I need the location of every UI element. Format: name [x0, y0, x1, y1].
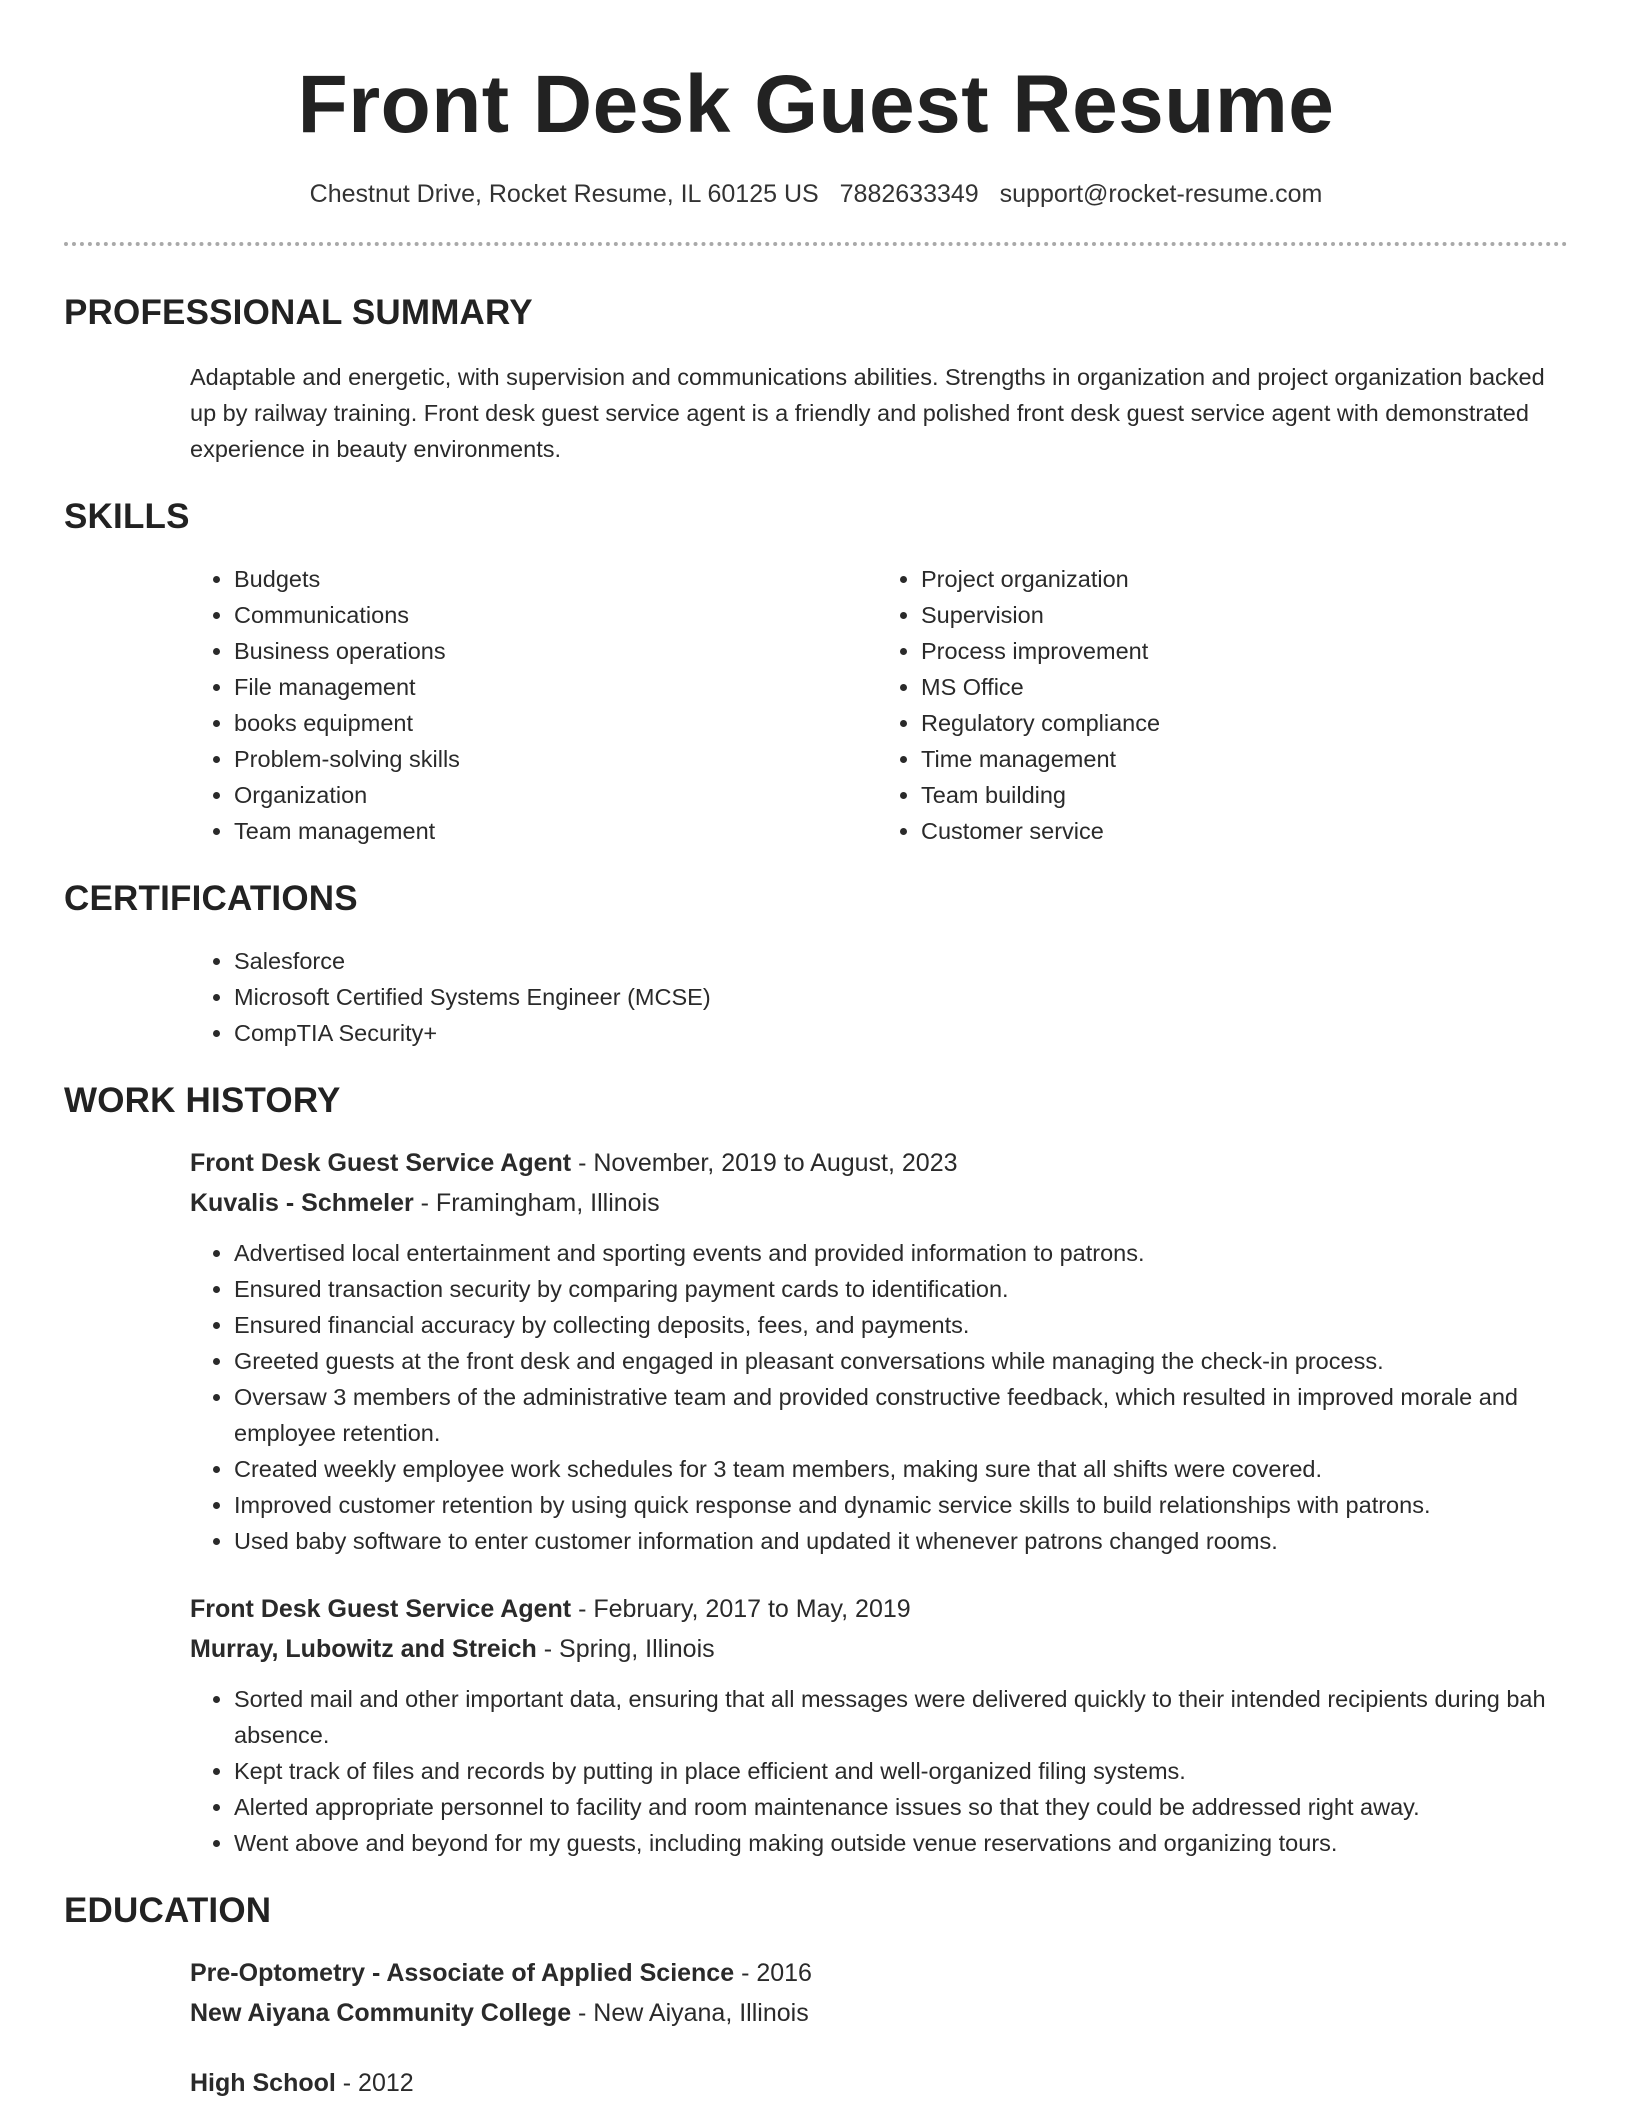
job-bullet: • Ensured financial accuracy by collecting deposits, fees, and payments.	[234, 1307, 1568, 1343]
certification-item: • Microsoft Certified Systems Engineer (MCSE)	[234, 979, 1568, 1015]
degree-year: - 2016	[734, 1959, 812, 1987]
degree-year: - 2012	[335, 2069, 414, 2097]
skill-item: • Time management	[921, 741, 1568, 777]
skill-item: • Supervision	[921, 597, 1568, 633]
skill-item: • books equipment	[234, 705, 881, 741]
skill-item: • Customer service	[921, 813, 1568, 849]
degree-line	[190, 2063, 1568, 2103]
school: New Aiyana Community College	[190, 1999, 572, 2027]
skills-column-left	[190, 561, 881, 849]
education-entry	[64, 1953, 1568, 2033]
certifications-heading: CERTIFICATIONS	[64, 879, 358, 918]
school-location: - New Aiyana, Illinois	[571, 1999, 809, 2027]
skill-item: • Team management	[234, 813, 881, 849]
job-company: Kuvalis - Schmeler	[190, 1189, 414, 1217]
job-dates: - November, 2019 to August, 2023	[571, 1149, 958, 1177]
skill-item: • MS Office	[921, 669, 1568, 705]
job-bullet: • Ensured transaction security by comparing payment cards to identification.	[234, 1271, 1568, 1307]
resume-title: Front Desk Guest Resume	[297, 59, 1335, 150]
job-location: - Framingham, Illinois	[413, 1189, 660, 1217]
job-location: - Spring, Illinois	[536, 1635, 715, 1663]
skill-item: • Project organization	[921, 561, 1568, 597]
job-bullet: • Greeted guests at the front desk and engaged in pleasant conversations while managing the check-in process.	[234, 1343, 1568, 1379]
skill-item: • Process improvement	[921, 633, 1568, 669]
skills-list	[64, 561, 1568, 849]
job-company-line	[190, 1183, 1568, 1223]
job-bullet: • Alerted appropriate personnel to facility and room maintenance issues so that they could be addressed right away.	[234, 1789, 1568, 1825]
skill-item: • Communications	[234, 597, 881, 633]
contact-line	[64, 178, 1568, 210]
job-bullet: • Oversaw 3 members of the administrative team and provided constructive feedback, which resulted in improved morale and employee retention.	[234, 1379, 1568, 1451]
job-bullet: • Improved customer retention by using quick response and dynamic service skills to build relationships with patrons.	[234, 1487, 1568, 1523]
skill-item: • Problem-solving skills	[234, 741, 881, 777]
job-role: Front Desk Guest Service Agent	[190, 1149, 572, 1177]
certification-item: • CompTIA Security+	[234, 1015, 1568, 1051]
certifications-bullets	[190, 943, 1568, 1051]
degree: High School	[190, 2069, 336, 2097]
job-bullet: • Sorted mail and other important data, ensuring that all messages were delivered quickly to their intended recipients during bah absence.	[234, 1681, 1568, 1753]
education-entry	[64, 2063, 1568, 2103]
phone: 7882633349	[839, 180, 979, 208]
job-bullet: • Kept track of files and records by putting in place efficient and well-organized filing systems.	[234, 1753, 1568, 1789]
job-company: Murray, Lubowitz and Streich	[190, 1635, 537, 1663]
job-entry	[64, 1589, 1568, 1861]
job-role: Front Desk Guest Service Agent	[190, 1595, 572, 1623]
skill-item: • Business operations	[234, 633, 881, 669]
job-bullets	[190, 1235, 1568, 1559]
header-divider	[64, 242, 1568, 246]
skills-heading: SKILLS	[64, 497, 190, 536]
skill-item: • Regulatory compliance	[921, 705, 1568, 741]
certification-item: • Salesforce	[234, 943, 1568, 979]
certifications-list	[64, 943, 1568, 1051]
job-bullet: • Went above and beyond for my guests, including making outside venue reservations and organizing tours.	[234, 1825, 1568, 1861]
job-bullets	[190, 1681, 1568, 1861]
skill-item: • Team building	[921, 777, 1568, 813]
work-history-heading: WORK HISTORY	[64, 1081, 341, 1120]
education-heading: EDUCATION	[64, 1891, 272, 1930]
job-company-line	[190, 1629, 1568, 1669]
skill-item: • Organization	[234, 777, 881, 813]
address: Chestnut Drive, Rocket Resume, IL 60125 US	[309, 180, 819, 208]
skill-item: • File management	[234, 669, 881, 705]
degree: Pre-Optometry - Associate of Applied Science	[190, 1959, 735, 1987]
job-bullet: • Advertised local entertainment and sporting events and provided information to patrons.	[234, 1235, 1568, 1271]
job-bullet: • Used baby software to enter customer information and updated it whenever patrons changed rooms.	[234, 1523, 1568, 1559]
job-entry	[64, 1143, 1568, 1559]
skill-item: • Budgets	[234, 561, 881, 597]
degree-line	[190, 1953, 1568, 1993]
job-title-line	[190, 1589, 1568, 1629]
skills-column-right	[881, 561, 1568, 849]
school-line	[190, 1993, 1568, 2033]
job-dates: - February, 2017 to May, 2019	[571, 1595, 911, 1623]
job-title-line	[190, 1143, 1568, 1183]
summary-text: Adaptable and energetic, with supervision and communications abilities. Strengths in organization and project organization backed up by railway training. Front desk guest service agent is a friendly and polished front desk guest service agent with demonstrated experience in beauty environments.	[190, 364, 1545, 462]
summary-heading: PROFESSIONAL SUMMARY	[64, 293, 533, 332]
email: support@rocket-resume.com	[999, 180, 1323, 208]
job-bullet: • Created weekly employee work schedules for 3 team members, making sure that all shifts were covered.	[234, 1451, 1568, 1487]
